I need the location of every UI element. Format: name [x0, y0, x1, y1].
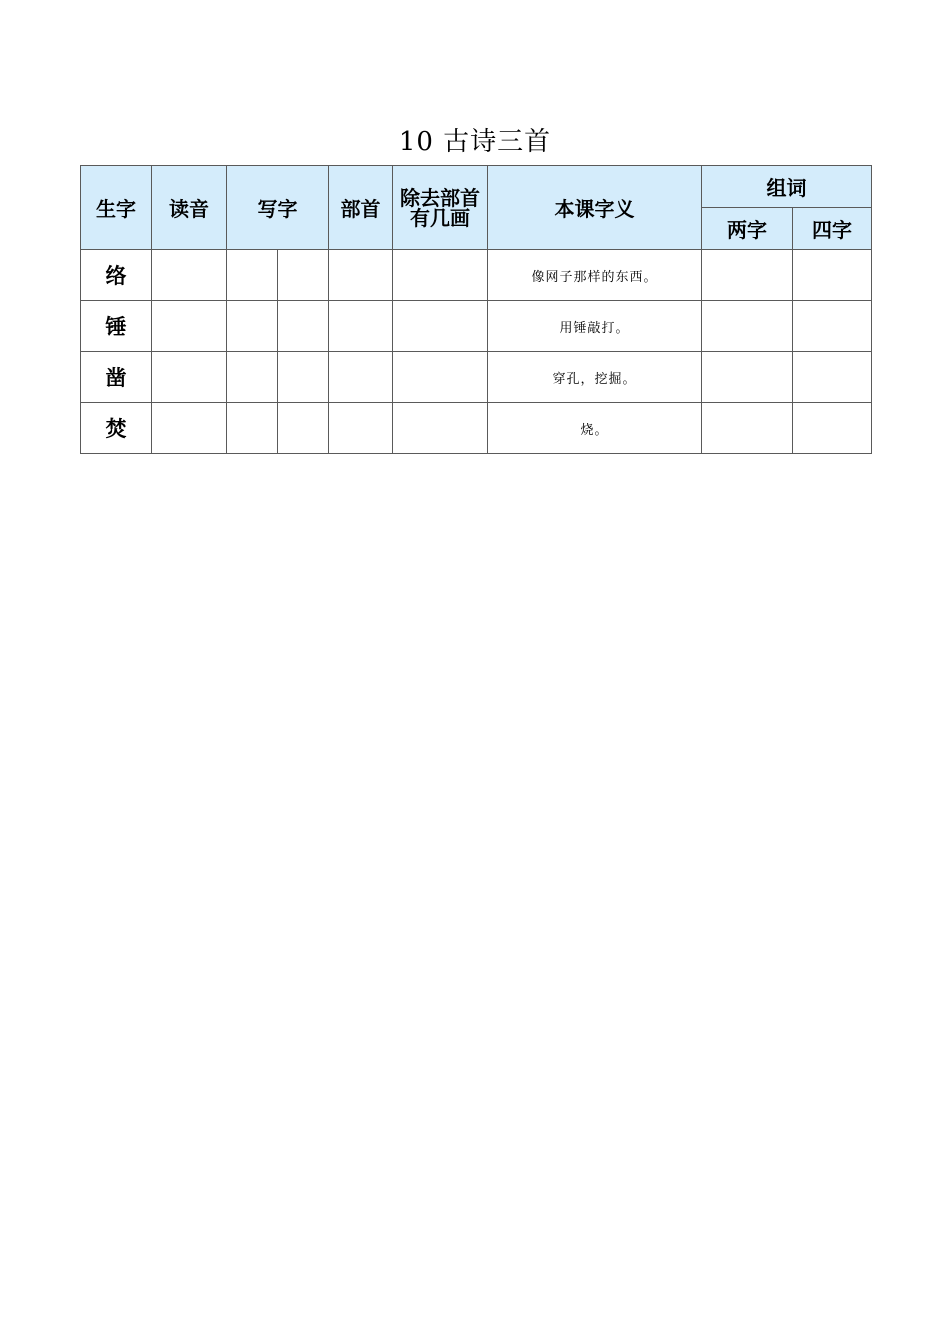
xiezi-cell[interactable] — [227, 301, 278, 352]
stroke-count-cell[interactable] — [393, 301, 488, 352]
row-meaning: 像网子那样的东西。 — [488, 250, 702, 301]
table-row — [81, 403, 872, 454]
xiezi-cell[interactable] — [227, 352, 278, 403]
sizi-cell[interactable] — [793, 301, 872, 352]
header-chuqu-line2: 有几画 — [410, 205, 470, 230]
row-char: 凿 — [81, 352, 152, 403]
bushou-cell[interactable] — [329, 250, 393, 301]
header-xiezi: 写字 — [227, 166, 329, 250]
row-meaning: 穿孔，挖掘。 — [488, 352, 702, 403]
bushou-cell[interactable] — [329, 403, 393, 454]
vocabulary-table — [80, 165, 872, 454]
row-char: 络 — [81, 250, 152, 301]
stroke-count-cell[interactable] — [393, 250, 488, 301]
header-chuqu-line1: 除去部首 — [400, 185, 480, 210]
table-row — [81, 352, 872, 403]
xiezi-cell[interactable] — [227, 250, 278, 301]
liangzi-cell[interactable] — [702, 301, 793, 352]
table-row — [81, 250, 872, 301]
liangzi-cell[interactable] — [702, 403, 793, 454]
sizi-cell[interactable] — [793, 403, 872, 454]
sizi-cell[interactable] — [793, 250, 872, 301]
bushou-cell[interactable] — [329, 352, 393, 403]
header-bushou: 部首 — [329, 166, 393, 250]
row-char: 锤 — [81, 301, 152, 352]
row-char: 焚 — [81, 403, 152, 454]
stroke-count-cell[interactable] — [393, 403, 488, 454]
page-title: 10 古诗三首 — [398, 127, 552, 157]
xiezi-cell[interactable] — [278, 301, 329, 352]
duyin-cell[interactable] — [152, 403, 227, 454]
header-sizi: 四字 — [793, 208, 872, 250]
xiezi-cell[interactable] — [278, 403, 329, 454]
xiezi-cell[interactable] — [278, 250, 329, 301]
duyin-cell[interactable] — [152, 352, 227, 403]
table-row — [81, 301, 872, 352]
header-row — [81, 166, 872, 208]
xiezi-cell[interactable] — [227, 403, 278, 454]
header-zuci: 组词 — [702, 166, 872, 208]
stroke-count-cell[interactable] — [393, 352, 488, 403]
duyin-cell[interactable] — [152, 250, 227, 301]
header-chuqu-bushou — [393, 166, 488, 250]
header-ziyi: 本课字义 — [488, 166, 702, 250]
header-duyin: 读音 — [152, 166, 227, 250]
row-meaning: 烧。 — [488, 403, 702, 454]
duyin-cell[interactable] — [152, 301, 227, 352]
liangzi-cell[interactable] — [702, 352, 793, 403]
xiezi-cell[interactable] — [278, 352, 329, 403]
header-liangzi: 两字 — [702, 208, 793, 250]
liangzi-cell[interactable] — [702, 250, 793, 301]
sizi-cell[interactable] — [793, 352, 872, 403]
row-meaning: 用锤敲打。 — [488, 301, 702, 352]
bushou-cell[interactable] — [329, 301, 393, 352]
header-shengzi: 生字 — [81, 166, 152, 250]
